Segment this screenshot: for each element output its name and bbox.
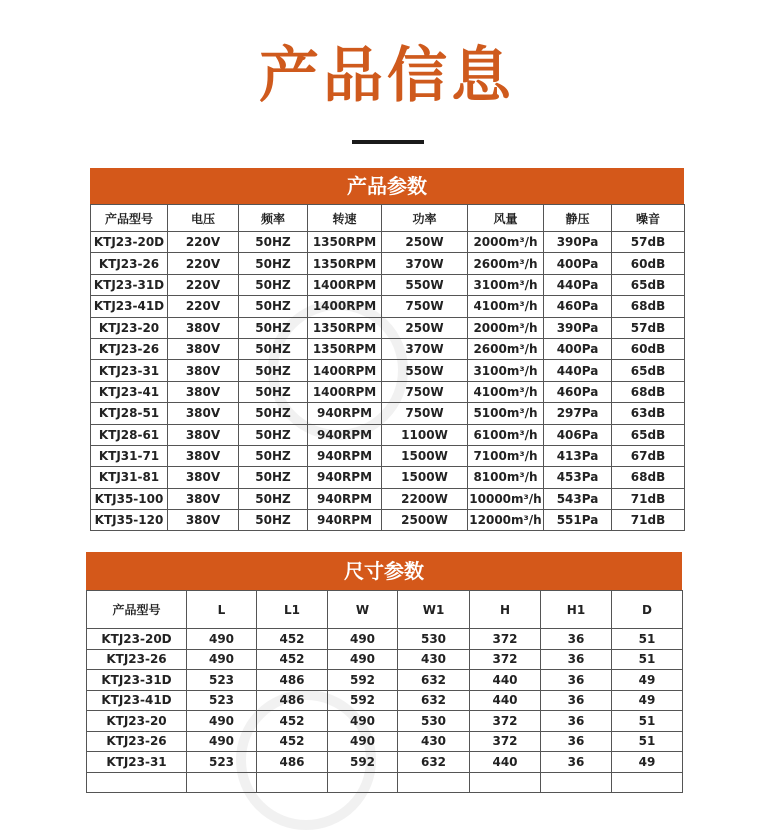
model-cell: KTJ23-41D — [91, 296, 168, 317]
model-cell: KTJ35-100 — [91, 488, 168, 509]
model-cell: KTJ23-31D — [87, 670, 187, 691]
value-cell: 940RPM — [308, 403, 382, 424]
value-cell: 390Pa — [544, 317, 612, 338]
value-cell: 36 — [541, 670, 612, 691]
model-cell: KTJ23-41D — [87, 690, 187, 711]
value-cell: 71dB — [612, 488, 685, 509]
value-cell: 1400RPM — [308, 381, 382, 402]
value-cell: 50HZ — [239, 488, 308, 509]
value-cell: 1400RPM — [308, 296, 382, 317]
value-cell: 530 — [398, 629, 470, 650]
column-header: H1 — [541, 591, 612, 629]
column-header: 频率 — [239, 205, 308, 232]
value-cell: 3100m³/h — [468, 274, 544, 295]
value-cell: 372 — [470, 649, 541, 670]
model-cell: KTJ23-26 — [91, 338, 168, 359]
value-cell: 523 — [187, 670, 257, 691]
value-cell: 57dB — [612, 317, 685, 338]
value-cell: 50HZ — [239, 232, 308, 253]
value-cell: 6100m³/h — [468, 424, 544, 445]
value-cell: 380V — [168, 360, 239, 381]
value-cell: 8100m³/h — [468, 467, 544, 488]
value-cell: 1400RPM — [308, 274, 382, 295]
value-cell: 2600m³/h — [468, 253, 544, 274]
value-cell: 67dB — [612, 445, 685, 466]
column-header: 转速 — [308, 205, 382, 232]
value-cell: 380V — [168, 338, 239, 359]
value-cell: 370W — [382, 253, 468, 274]
column-header: 电压 — [168, 205, 239, 232]
page-title: 产品信息 — [259, 41, 515, 111]
table-row — [91, 424, 685, 445]
product-params-section — [90, 168, 684, 531]
value-cell: 36 — [541, 711, 612, 732]
value-cell — [398, 772, 470, 793]
value-cell: 440 — [470, 670, 541, 691]
model-cell: KTJ23-26 — [91, 253, 168, 274]
value-cell: 36 — [541, 752, 612, 773]
value-cell: 750W — [382, 381, 468, 402]
table-row — [87, 670, 683, 691]
value-cell: 490 — [328, 649, 398, 670]
value-cell: 51 — [612, 731, 683, 752]
value-cell: 430 — [398, 649, 470, 670]
value-cell: 51 — [612, 629, 683, 650]
value-cell: 2500W — [382, 510, 468, 531]
value-cell: 940RPM — [308, 467, 382, 488]
model-cell: KTJ23-20 — [87, 711, 187, 732]
value-cell — [470, 772, 541, 793]
value-cell: 380V — [168, 445, 239, 466]
value-cell — [328, 772, 398, 793]
value-cell: 400Pa — [544, 338, 612, 359]
value-cell: 372 — [470, 731, 541, 752]
value-cell: 2000m³/h — [468, 317, 544, 338]
value-cell: 220V — [168, 296, 239, 317]
table-row — [91, 488, 685, 509]
value-cell: 490 — [328, 711, 398, 732]
value-cell: 220V — [168, 274, 239, 295]
table-row — [91, 232, 685, 253]
column-header: H — [470, 591, 541, 629]
value-cell: 430 — [398, 731, 470, 752]
column-header: L1 — [257, 591, 328, 629]
model-cell — [87, 772, 187, 793]
value-cell: 49 — [612, 752, 683, 773]
value-cell: 1350RPM — [308, 253, 382, 274]
value-cell: 460Pa — [544, 381, 612, 402]
value-cell — [541, 772, 612, 793]
value-cell: 50HZ — [239, 403, 308, 424]
value-cell — [187, 772, 257, 793]
value-cell: 68dB — [612, 381, 685, 402]
value-cell: 250W — [382, 317, 468, 338]
value-cell: 51 — [612, 649, 683, 670]
value-cell: 370W — [382, 338, 468, 359]
value-cell: 592 — [328, 670, 398, 691]
value-cell: 380V — [168, 317, 239, 338]
value-cell: 632 — [398, 752, 470, 773]
column-header: W — [328, 591, 398, 629]
value-cell: 490 — [187, 629, 257, 650]
value-cell: 60dB — [612, 338, 685, 359]
value-cell: 400Pa — [544, 253, 612, 274]
value-cell: 452 — [257, 711, 328, 732]
table-row — [87, 731, 683, 752]
value-cell: 4100m³/h — [468, 381, 544, 402]
model-cell: KTJ28-51 — [91, 403, 168, 424]
value-cell: 750W — [382, 403, 468, 424]
value-cell: 490 — [187, 711, 257, 732]
value-cell: 220V — [168, 232, 239, 253]
value-cell: 490 — [187, 731, 257, 752]
value-cell: 50HZ — [239, 510, 308, 531]
value-cell: 440Pa — [544, 360, 612, 381]
value-cell: 1500W — [382, 467, 468, 488]
value-cell: 2200W — [382, 488, 468, 509]
value-cell: 632 — [398, 670, 470, 691]
value-cell: 68dB — [612, 467, 685, 488]
value-cell: 220V — [168, 253, 239, 274]
value-cell: 750W — [382, 296, 468, 317]
model-cell: KTJ23-41 — [91, 381, 168, 402]
value-cell: 1100W — [382, 424, 468, 445]
value-cell: 1350RPM — [308, 232, 382, 253]
value-cell: 65dB — [612, 360, 685, 381]
model-cell: KTJ23-31D — [91, 274, 168, 295]
value-cell: 49 — [612, 690, 683, 711]
value-cell — [257, 772, 328, 793]
title-divider — [352, 140, 424, 144]
column-header: 产品型号 — [87, 591, 187, 629]
value-cell: 413Pa — [544, 445, 612, 466]
table-row — [91, 338, 685, 359]
product-params-title: 产品参数 — [90, 168, 684, 204]
value-cell: 452 — [257, 731, 328, 752]
value-cell: 440 — [470, 690, 541, 711]
value-cell: 490 — [328, 629, 398, 650]
table-row — [91, 403, 685, 424]
value-cell: 523 — [187, 752, 257, 773]
value-cell: 380V — [168, 381, 239, 402]
table-row — [87, 772, 683, 793]
model-cell: KTJ23-26 — [87, 649, 187, 670]
value-cell: 3100m³/h — [468, 360, 544, 381]
value-cell: 550W — [382, 274, 468, 295]
value-cell: 36 — [541, 629, 612, 650]
value-cell: 297Pa — [544, 403, 612, 424]
value-cell: 440Pa — [544, 274, 612, 295]
table-header-row — [87, 591, 683, 629]
value-cell: 372 — [470, 711, 541, 732]
value-cell: 1350RPM — [308, 317, 382, 338]
value-cell: 50HZ — [239, 381, 308, 402]
size-params-section — [86, 552, 682, 793]
value-cell: 68dB — [612, 296, 685, 317]
table-row — [91, 253, 685, 274]
table-row — [87, 690, 683, 711]
value-cell: 2000m³/h — [468, 232, 544, 253]
value-cell: 940RPM — [308, 510, 382, 531]
value-cell: 5100m³/h — [468, 403, 544, 424]
value-cell: 632 — [398, 690, 470, 711]
value-cell: 486 — [257, 670, 328, 691]
value-cell: 543Pa — [544, 488, 612, 509]
table-row — [87, 629, 683, 650]
value-cell: 7100m³/h — [468, 445, 544, 466]
value-cell: 551Pa — [544, 510, 612, 531]
value-cell: 460Pa — [544, 296, 612, 317]
table-row — [91, 510, 685, 531]
value-cell: 50HZ — [239, 296, 308, 317]
column-header: 风量 — [468, 205, 544, 232]
table-row — [87, 752, 683, 773]
value-cell: 530 — [398, 711, 470, 732]
value-cell: 50HZ — [239, 317, 308, 338]
value-cell: 390Pa — [544, 232, 612, 253]
column-header: 静压 — [544, 205, 612, 232]
model-cell: KTJ23-20D — [87, 629, 187, 650]
column-header: 噪音 — [612, 205, 685, 232]
table-row — [91, 296, 685, 317]
model-cell: KTJ23-31 — [91, 360, 168, 381]
value-cell: 50HZ — [239, 253, 308, 274]
table-row — [91, 317, 685, 338]
table-row — [91, 381, 685, 402]
value-cell: 50HZ — [239, 467, 308, 488]
value-cell: 51 — [612, 711, 683, 732]
value-cell: 380V — [168, 424, 239, 445]
value-cell: 65dB — [612, 424, 685, 445]
value-cell: 592 — [328, 690, 398, 711]
model-cell: KTJ23-20 — [91, 317, 168, 338]
value-cell: 63dB — [612, 403, 685, 424]
value-cell: 490 — [328, 731, 398, 752]
value-cell: 4100m³/h — [468, 296, 544, 317]
value-cell: 60dB — [612, 253, 685, 274]
value-cell: 36 — [541, 649, 612, 670]
column-header: 功率 — [382, 205, 468, 232]
column-header: 产品型号 — [91, 205, 168, 232]
value-cell: 50HZ — [239, 360, 308, 381]
value-cell: 12000m³/h — [468, 510, 544, 531]
model-cell: KTJ23-31 — [87, 752, 187, 773]
value-cell: 49 — [612, 670, 683, 691]
value-cell: 452 — [257, 629, 328, 650]
size-params-title: 尺寸参数 — [86, 552, 682, 590]
value-cell: 486 — [257, 752, 328, 773]
value-cell — [612, 772, 683, 793]
value-cell: 940RPM — [308, 488, 382, 509]
value-cell: 550W — [382, 360, 468, 381]
value-cell: 36 — [541, 690, 612, 711]
value-cell: 523 — [187, 690, 257, 711]
value-cell: 1500W — [382, 445, 468, 466]
value-cell: 406Pa — [544, 424, 612, 445]
model-cell: KTJ23-26 — [87, 731, 187, 752]
value-cell: 2600m³/h — [468, 338, 544, 359]
value-cell: 380V — [168, 403, 239, 424]
model-cell: KTJ28-61 — [91, 424, 168, 445]
value-cell: 452 — [257, 649, 328, 670]
value-cell: 1400RPM — [308, 360, 382, 381]
table-row — [87, 649, 683, 670]
value-cell: 250W — [382, 232, 468, 253]
model-cell: KTJ31-71 — [91, 445, 168, 466]
value-cell: 50HZ — [239, 338, 308, 359]
size-params-table — [86, 590, 683, 793]
column-header: W1 — [398, 591, 470, 629]
value-cell: 453Pa — [544, 467, 612, 488]
model-cell: KTJ23-20D — [91, 232, 168, 253]
value-cell: 940RPM — [308, 445, 382, 466]
value-cell: 65dB — [612, 274, 685, 295]
value-cell: 50HZ — [239, 445, 308, 466]
value-cell: 372 — [470, 629, 541, 650]
table-row — [91, 274, 685, 295]
value-cell: 440 — [470, 752, 541, 773]
value-cell: 380V — [168, 510, 239, 531]
model-cell: KTJ35-120 — [91, 510, 168, 531]
value-cell: 10000m³/h — [468, 488, 544, 509]
value-cell: 36 — [541, 731, 612, 752]
product-params-table — [90, 204, 685, 531]
column-header: L — [187, 591, 257, 629]
value-cell: 57dB — [612, 232, 685, 253]
value-cell: 71dB — [612, 510, 685, 531]
table-row — [91, 467, 685, 488]
column-header: D — [612, 591, 683, 629]
model-cell: KTJ31-81 — [91, 467, 168, 488]
value-cell: 940RPM — [308, 424, 382, 445]
value-cell: 486 — [257, 690, 328, 711]
value-cell: 380V — [168, 488, 239, 509]
value-cell: 490 — [187, 649, 257, 670]
value-cell: 592 — [328, 752, 398, 773]
table-row — [91, 360, 685, 381]
value-cell: 1350RPM — [308, 338, 382, 359]
table-row — [91, 445, 685, 466]
value-cell: 50HZ — [239, 274, 308, 295]
value-cell: 50HZ — [239, 424, 308, 445]
table-header-row — [91, 205, 685, 232]
value-cell: 380V — [168, 467, 239, 488]
table-row — [87, 711, 683, 732]
